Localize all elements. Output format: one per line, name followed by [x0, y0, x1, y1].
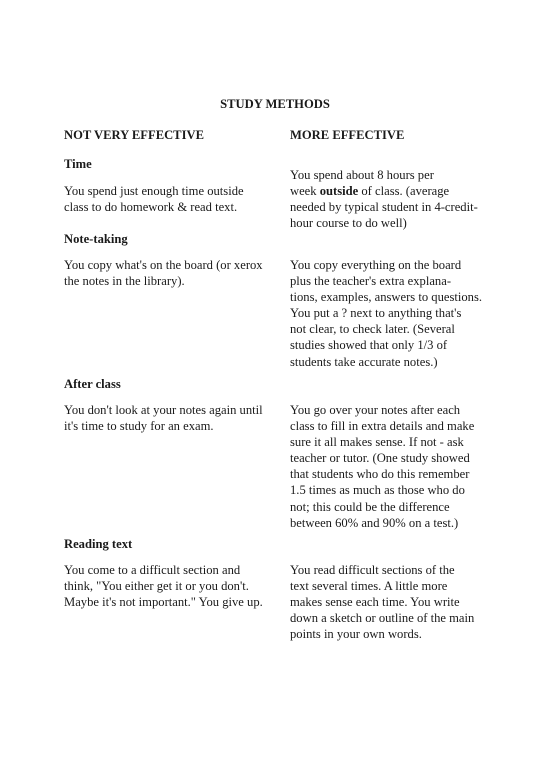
reading-text-not-effective-text [64, 562, 279, 610]
text-line: class to do homework & read text. [64, 200, 238, 215]
text-line: down a sketch or outline of the main [290, 611, 475, 626]
text-line: between 60% and 90% on a test.) [290, 515, 459, 530]
text-line: it's time to study for an exam. [64, 419, 214, 434]
after-class-not-effective-text [64, 402, 279, 434]
text-line: You go over your notes after each [290, 403, 461, 417]
time-not-effective-text [64, 183, 279, 215]
text-line: You put a ? next to anything that's [290, 306, 462, 321]
text-line: makes sense each time. You write [290, 595, 460, 610]
text-line: think, "You either get it or you don't. [64, 579, 249, 594]
text-line: class to fill in extra details and make [290, 419, 475, 434]
text-line: students take accurate notes.) [290, 354, 438, 369]
text-line: points in your own words. [290, 627, 422, 642]
reading-text-more-effective-text [290, 562, 490, 642]
text-line [290, 183, 490, 199]
text-line: You read difficult sections of the [290, 563, 455, 577]
note-taking-more-effective-text [290, 257, 490, 370]
text-line: You don't look at your notes again until [64, 403, 263, 417]
time-more-effective-text [290, 167, 490, 231]
section-heading-note-taking: Note-taking [64, 232, 128, 246]
text-line: teacher or tutor. (One study showed [290, 451, 470, 466]
text-line: 1.5 times as much as those who do [290, 483, 465, 498]
text-fragment: of class. (average [358, 184, 450, 199]
text-line: not clear, to check later. (Several [290, 322, 455, 337]
column-header-more-effective: MORE EFFECTIVE [290, 128, 405, 142]
text-line: Maybe it's not important." You give up. [64, 595, 263, 610]
text-line: tions, examples, answers to questions. [290, 290, 483, 305]
text-line: plus the teacher's extra explana- [290, 274, 452, 289]
text-line: hour course to do well) [290, 216, 407, 231]
text-line: sure it all makes sense. If not - ask [290, 435, 464, 450]
text-line: You spend about 8 hours per [290, 168, 434, 182]
section-heading-time: Time [64, 157, 92, 171]
section-heading-reading-text: Reading text [64, 537, 133, 551]
text-line: You copy what's on the board (or xerox [64, 258, 263, 272]
text-line: You come to a difficult section and [64, 563, 241, 577]
text-line: that students who do this remember [290, 467, 470, 482]
text-fragment: week [290, 184, 320, 199]
text-line: You spend just enough time outside [64, 184, 244, 198]
emphasis-outside: outside [319, 184, 359, 199]
text-line: not; this could be the difference [290, 499, 450, 514]
page-title: STUDY METHODS [220, 97, 330, 111]
column-header-not-effective: NOT VERY EFFECTIVE [64, 128, 204, 142]
text-line: studies showed that only 1/3 of [290, 338, 448, 353]
note-taking-not-effective-text [64, 257, 279, 289]
text-line: needed by typical student in 4-credit- [290, 200, 478, 215]
text-line: text several times. A little more [290, 579, 448, 594]
section-heading-after-class: After class [64, 377, 121, 391]
after-class-more-effective-text [290, 402, 490, 531]
text-line: the notes in the library). [64, 274, 185, 289]
text-line: You copy everything on the board [290, 258, 462, 272]
